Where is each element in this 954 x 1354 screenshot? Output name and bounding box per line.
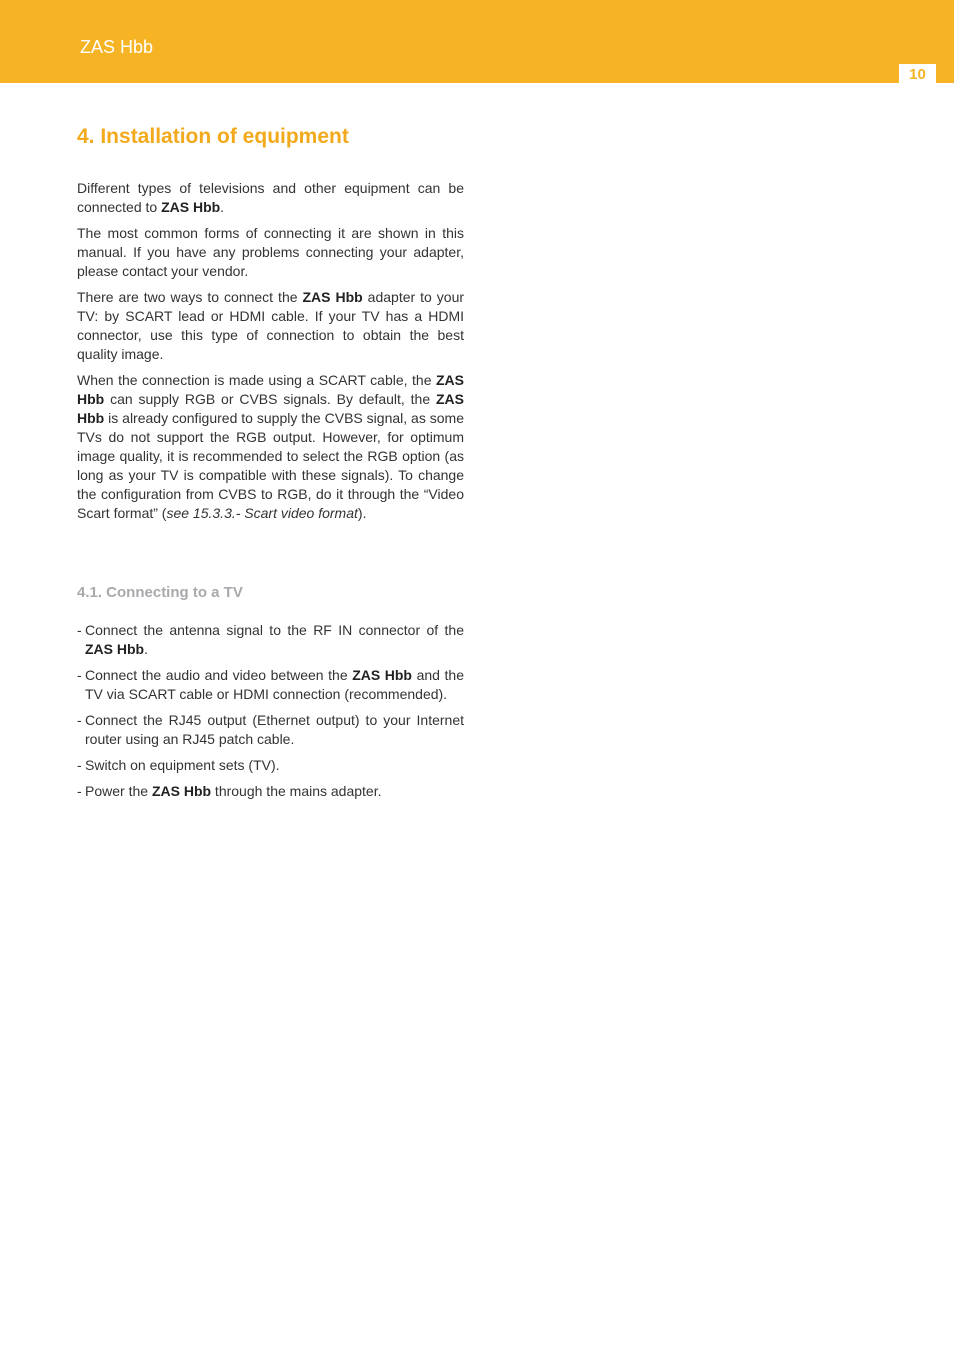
section-title: 4. Installation of equipment <box>77 125 349 148</box>
subsection-title: 4.1. Connecting to a TV <box>77 584 243 601</box>
paragraph-connection-ways: There are two ways to connect the ZAS Hbb adapter to your TV: by SCART lead or HDMI cable. If your TV has a HDMI connector, use this type of connection to obtain the best quality image. <box>77 289 465 362</box>
page-content <box>77 123 464 808</box>
list-item: - Connect the antenna signal to the RF IN connector of the ZAS Hbb. <box>77 622 464 657</box>
paragraph-scart: When the connection is made using a SCART cable, the ZAS Hbb can supply RGB or CVBS signals. By default, the ZAS Hbb is already configured to supply the CVBS signal, as some TVs do not support the RGB output. However, for optimum image quality, it is recommended to select the RGB option (as long as your TV is compatible with these signals). To change the configuration from CVBS to RGB, do it through the “Video Scart format” (see 15.3.3.- Scart video format). <box>77 372 464 521</box>
paragraph-intro: Different types of televisions and other equipment can be connected to ZAS Hbb. <box>77 180 464 215</box>
list-item: - Connect the audio and video between the ZAS Hbb and the TV via SCART cable or HDMI connection (recommended). <box>77 667 464 702</box>
list-item: - Connect the RJ45 output (Ethernet output) to your Internet router using an RJ45 patch cable. <box>77 712 464 747</box>
list-item: - Switch on equipment sets (TV). <box>77 757 280 773</box>
page-number: 10 <box>899 64 936 84</box>
paragraph-forms: The most common forms of connecting it are shown in this manual. If you have any problems connecting your adapter, please contact your vendor. <box>77 225 464 279</box>
connection-steps <box>77 621 464 801</box>
list-item: - Power the ZAS Hbb through the mains adapter. <box>77 783 382 799</box>
product-name: ZAS Hbb <box>80 37 154 57</box>
